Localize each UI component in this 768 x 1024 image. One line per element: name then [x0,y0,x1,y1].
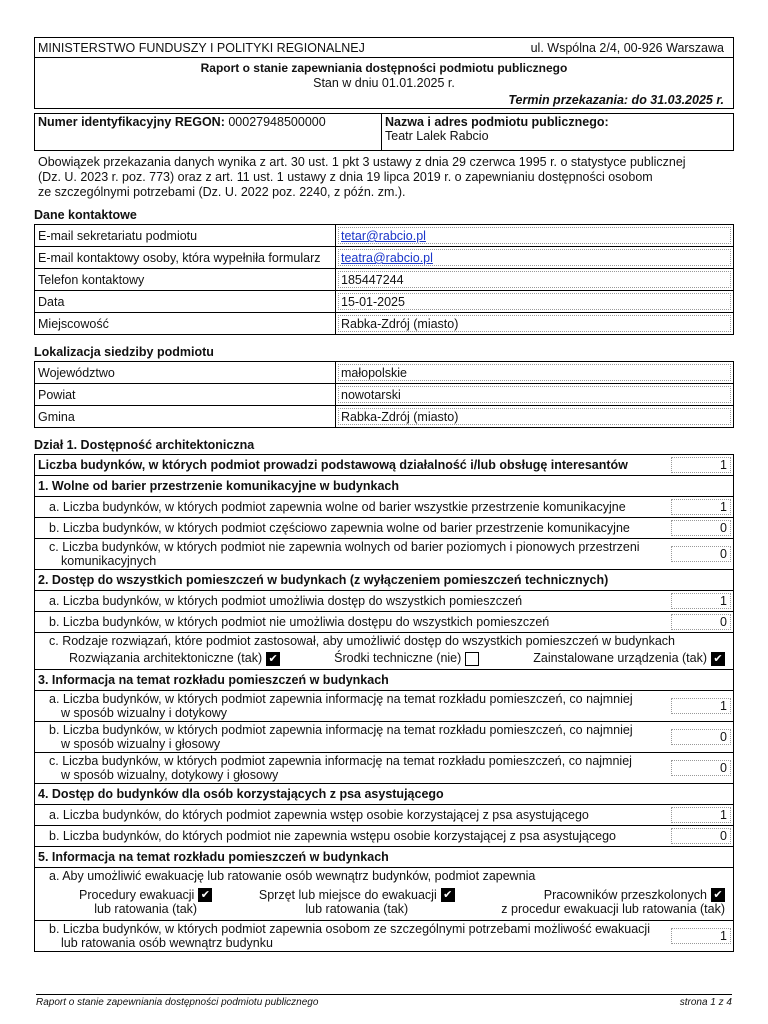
table-row [35,612,733,633]
table-row [35,753,733,784]
report-deadline: Termin przekazania: do 31.03.2025 r. [508,93,724,107]
q3-title: 3. Informacja na temat rozkładu pomieszczeń w budynkach [38,672,389,687]
q1a-field[interactable]: 1 [671,499,731,515]
field-label: E-mail sekretariatu podmiotu [35,225,336,247]
regon-value: 00027948500000 [228,115,326,129]
q5a-label: a. Aby umożliwić ewakuację lub ratowanie osób wewnątrz budynków, podmiot zapewnia [49,868,536,883]
q5a-option [259,888,455,917]
location-title: Lokalizacja siedziby podmiotu [34,345,214,359]
entity-box [34,113,734,151]
q1-title: 1. Wolne od barier przestrzenie komunikacyjne w budynkach [38,479,399,493]
q5b-label [35,921,671,951]
q3c-label [35,753,671,783]
table-row [35,691,733,722]
legal-basis-line: ze szczególnymi potrzebami (Dz. U. 2022 poz. 2240, z późn. zm.). [38,185,406,199]
secretariat-email-link[interactable]: tetar@rabcio.pl [341,229,426,243]
q3c-field[interactable]: 0 [671,760,731,776]
table-row [35,539,733,570]
ministry-name: MINISTERSTWO FUNDUSZY I POLITYKI REGIONALNEJ [38,40,365,55]
q1c-line: c. Liczba budynków, w których podmiot nie zapewnia wolnych od barier poziomych i pionowych przestrzeni [49,540,640,554]
header-bar [34,37,734,58]
entity-name-value: Teatr Lalek Rabcio [385,129,489,143]
q3c-line: c. Liczba budynków, w których podmiot zapewnia informację na temat rozkładu pomieszczeń, co najmniej [49,753,632,768]
q2a-field[interactable]: 1 [671,593,731,609]
contact-email-link[interactable]: teatra@rabcio.pl [341,251,433,265]
q1c-field[interactable]: 0 [671,546,731,562]
contact-table [34,224,734,335]
table-row [35,784,733,805]
page-number: strona 1 z 4 [679,997,732,1008]
entity-name-label: Nazwa i adres podmiotu publicznego: [385,115,609,129]
table-row [35,406,734,428]
location-table [34,361,734,428]
field-label: Telefon kontaktowy [35,269,336,291]
q4-title: 4. Dostęp do budynków dla osób korzystających z psa asystującego [38,786,444,801]
q5a-option-label: lub ratowania (tak) [94,902,198,917]
q2b-label: b. Liczba budynków, w których podmiot nie umożliwia dostępu do wszystkich pomieszczeń [49,615,550,629]
q1a-label: a. Liczba budynków, w których podmiot zapewnia wolne od barier wszystkie przestrzenie komunikacyjne [49,500,626,514]
q1c-label [35,539,671,569]
report-title: Raport o stanie zapewniania dostępności podmiotu publicznego [200,61,568,75]
checkbox-checked-icon[interactable]: ✔ [441,888,455,902]
q3a-field[interactable]: 1 [671,698,731,714]
q2c-option-label: Rozwiązania architektoniczne (tak) [69,651,263,665]
q2c-option [69,651,280,666]
field-label: Miejscowość [35,313,336,335]
table-row [35,455,733,476]
report-page [34,37,734,952]
section1-table [34,454,734,952]
q3a-line: w sposób wizualny i dotykowy [61,705,228,720]
table-row [35,921,733,951]
q5a-option-label: lub ratowania (tak) [305,902,409,917]
q4a-label: a. Liczba budynków, do których podmiot zapewnia wstęp osobie korzystającej z psa asystującego [49,807,589,822]
field-label: Województwo [35,362,336,384]
phone-field[interactable]: 185447244 [338,271,731,288]
q4a-field[interactable]: 1 [671,807,731,823]
table-row [35,313,734,335]
voivodeship-field[interactable]: małopolskie [338,364,731,381]
buildings-count-field[interactable]: 1 [671,457,731,473]
date-field[interactable]: 15-01-2025 [338,293,731,310]
section1-title: Dział 1. Dostępność architektoniczna [34,438,255,452]
table-row [35,518,733,539]
q5a-option-label: Sprzęt lub miejsce do ewakuacji [258,887,437,902]
footer-title: Raport o stanie zapewniania dostępności podmiotu publicznego [36,997,319,1008]
field-label: Powiat [35,384,336,406]
q2c-option-label: Zainstalowane urządzenia (tak) [533,651,707,665]
q5a-option-label: Pracowników przeszkolonych [543,887,707,902]
q2b-field[interactable]: 0 [671,614,731,630]
table-row [35,826,733,847]
table-row [35,670,733,691]
table-row [35,591,733,612]
contact-title: Dane kontaktowe [34,208,137,222]
legal-basis [34,151,734,204]
legal-basis-line: (Dz. U. 2023 r. poz. 773) oraz z art. 11 ust. 1 ustawy z dnia 19 lipca 2019 r. o zapewnianiu dostępności osobom [38,170,653,184]
table-row [35,384,734,406]
q3a-label [35,691,671,721]
entity-name-cell [382,113,734,151]
checkbox-checked-icon[interactable]: ✔ [266,652,280,666]
table-row [35,291,734,313]
q2c-option [533,651,725,666]
table-row [35,847,733,868]
q2c-option-label: Środki techniczne (nie) [334,651,462,665]
county-field[interactable]: nowotarski [338,386,731,403]
q1b-field[interactable]: 0 [671,520,731,536]
q3b-field[interactable]: 0 [671,729,731,745]
q2c-label: c. Rodzaje rozwiązań, które podmiot zastosował, aby umożliwić dostęp do wszystkich pomieszczeń w budynkach [49,634,675,648]
regon-cell [34,113,382,151]
table-row [35,570,733,591]
q3c-line: w sposób wizualny, dotykowy i głosowy [61,767,279,782]
q5a-option [501,888,725,917]
table-row [35,225,734,247]
page-footer [36,994,732,1008]
table-row [35,269,734,291]
q3b-line: b. Liczba budynków, w których podmiot zapewnia informację na temat rozkładu pomieszczeń, co najmniej [49,722,633,737]
checkbox-unchecked-icon[interactable] [465,652,479,666]
q4b-label: b. Liczba budynków, do których podmiot nie zapewnia wstępu osobie korzystającej z psa asystującego [49,828,616,843]
q5b-field[interactable]: 1 [671,928,731,944]
q5a-option-label: z procedur ewakuacji lub ratowania (tak) [501,902,725,917]
table-row [35,633,733,670]
q3b-line: w sposób wizualny i głosowy [61,736,221,751]
table-row [35,722,733,753]
q5a-option-label: Procedury ewakuacji [79,887,195,902]
checkbox-checked-icon[interactable]: ✔ [711,652,725,666]
commune-field[interactable]: Rabka-Zdrój (miasto) [338,408,731,425]
q1b-label: b. Liczba budynków, w których podmiot częściowo zapewnia wolne od barier przestrzenie komunikacyjne [49,521,630,535]
table-row [35,476,733,497]
q5a-options [35,884,733,921]
field-label: Gmina [35,406,336,428]
table-row [35,362,734,384]
checkbox-checked-icon[interactable]: ✔ [198,888,212,902]
q3b-label [35,722,671,752]
report-title-box [34,58,734,109]
legal-basis-line: Obowiązek przekazania danych wynika z art. 30 ust. 1 pkt 3 ustawy z dnia 29 czerwca 1995 r. o statystyce publicznej [38,155,686,169]
table-row [35,247,734,269]
q5a-option [79,888,212,917]
table-row [35,497,733,518]
q5b-line: b. Liczba budynków, w których podmiot zapewnia osobom ze szczególnymi potrzebami możliwość ewakuacji [49,922,650,937]
q4b-field[interactable]: 0 [671,828,731,844]
table-row [35,805,733,826]
report-as-of: Stan w dniu 01.01.2025 r. [313,76,455,90]
buildings-count-label: Liczba budynków, w których podmiot prowadzi podstawową działalność i/lub obsługę interesantów [38,458,628,472]
ministry-address: ul. Wspólna 2/4, 00-926 Warszawa [530,40,724,55]
q2c-option [334,651,479,666]
checkbox-checked-icon[interactable]: ✔ [711,888,725,902]
q2-title: 2. Dostęp do wszystkich pomieszczeń w budynkach (z wyłączeniem pomieszczeń technicznych) [38,573,609,587]
q5-title: 5. Informacja na temat rozkładu pomieszczeń w budynkach [38,849,389,864]
regon-label: Numer identyfikacyjny REGON: [38,115,225,129]
q2a-label: a. Liczba budynków, w których podmiot umożliwia dostęp do wszystkich pomieszczeń [49,594,523,608]
q3a-line: a. Liczba budynków, w których podmiot zapewnia informację na temat rozkładu pomieszczeń, co najmniej [49,691,633,706]
table-row [35,868,733,922]
q5b-line: lub ratowania osób wewnątrz budynku [61,936,273,951]
q1c-line: komunikacyjnych [61,554,157,568]
q2c-options [35,649,733,669]
field-label: E-mail kontaktowy osoby, która wypełniła formularz [35,247,336,269]
town-field[interactable]: Rabka-Zdrój (miasto) [338,315,731,332]
field-label: Data [35,291,336,313]
